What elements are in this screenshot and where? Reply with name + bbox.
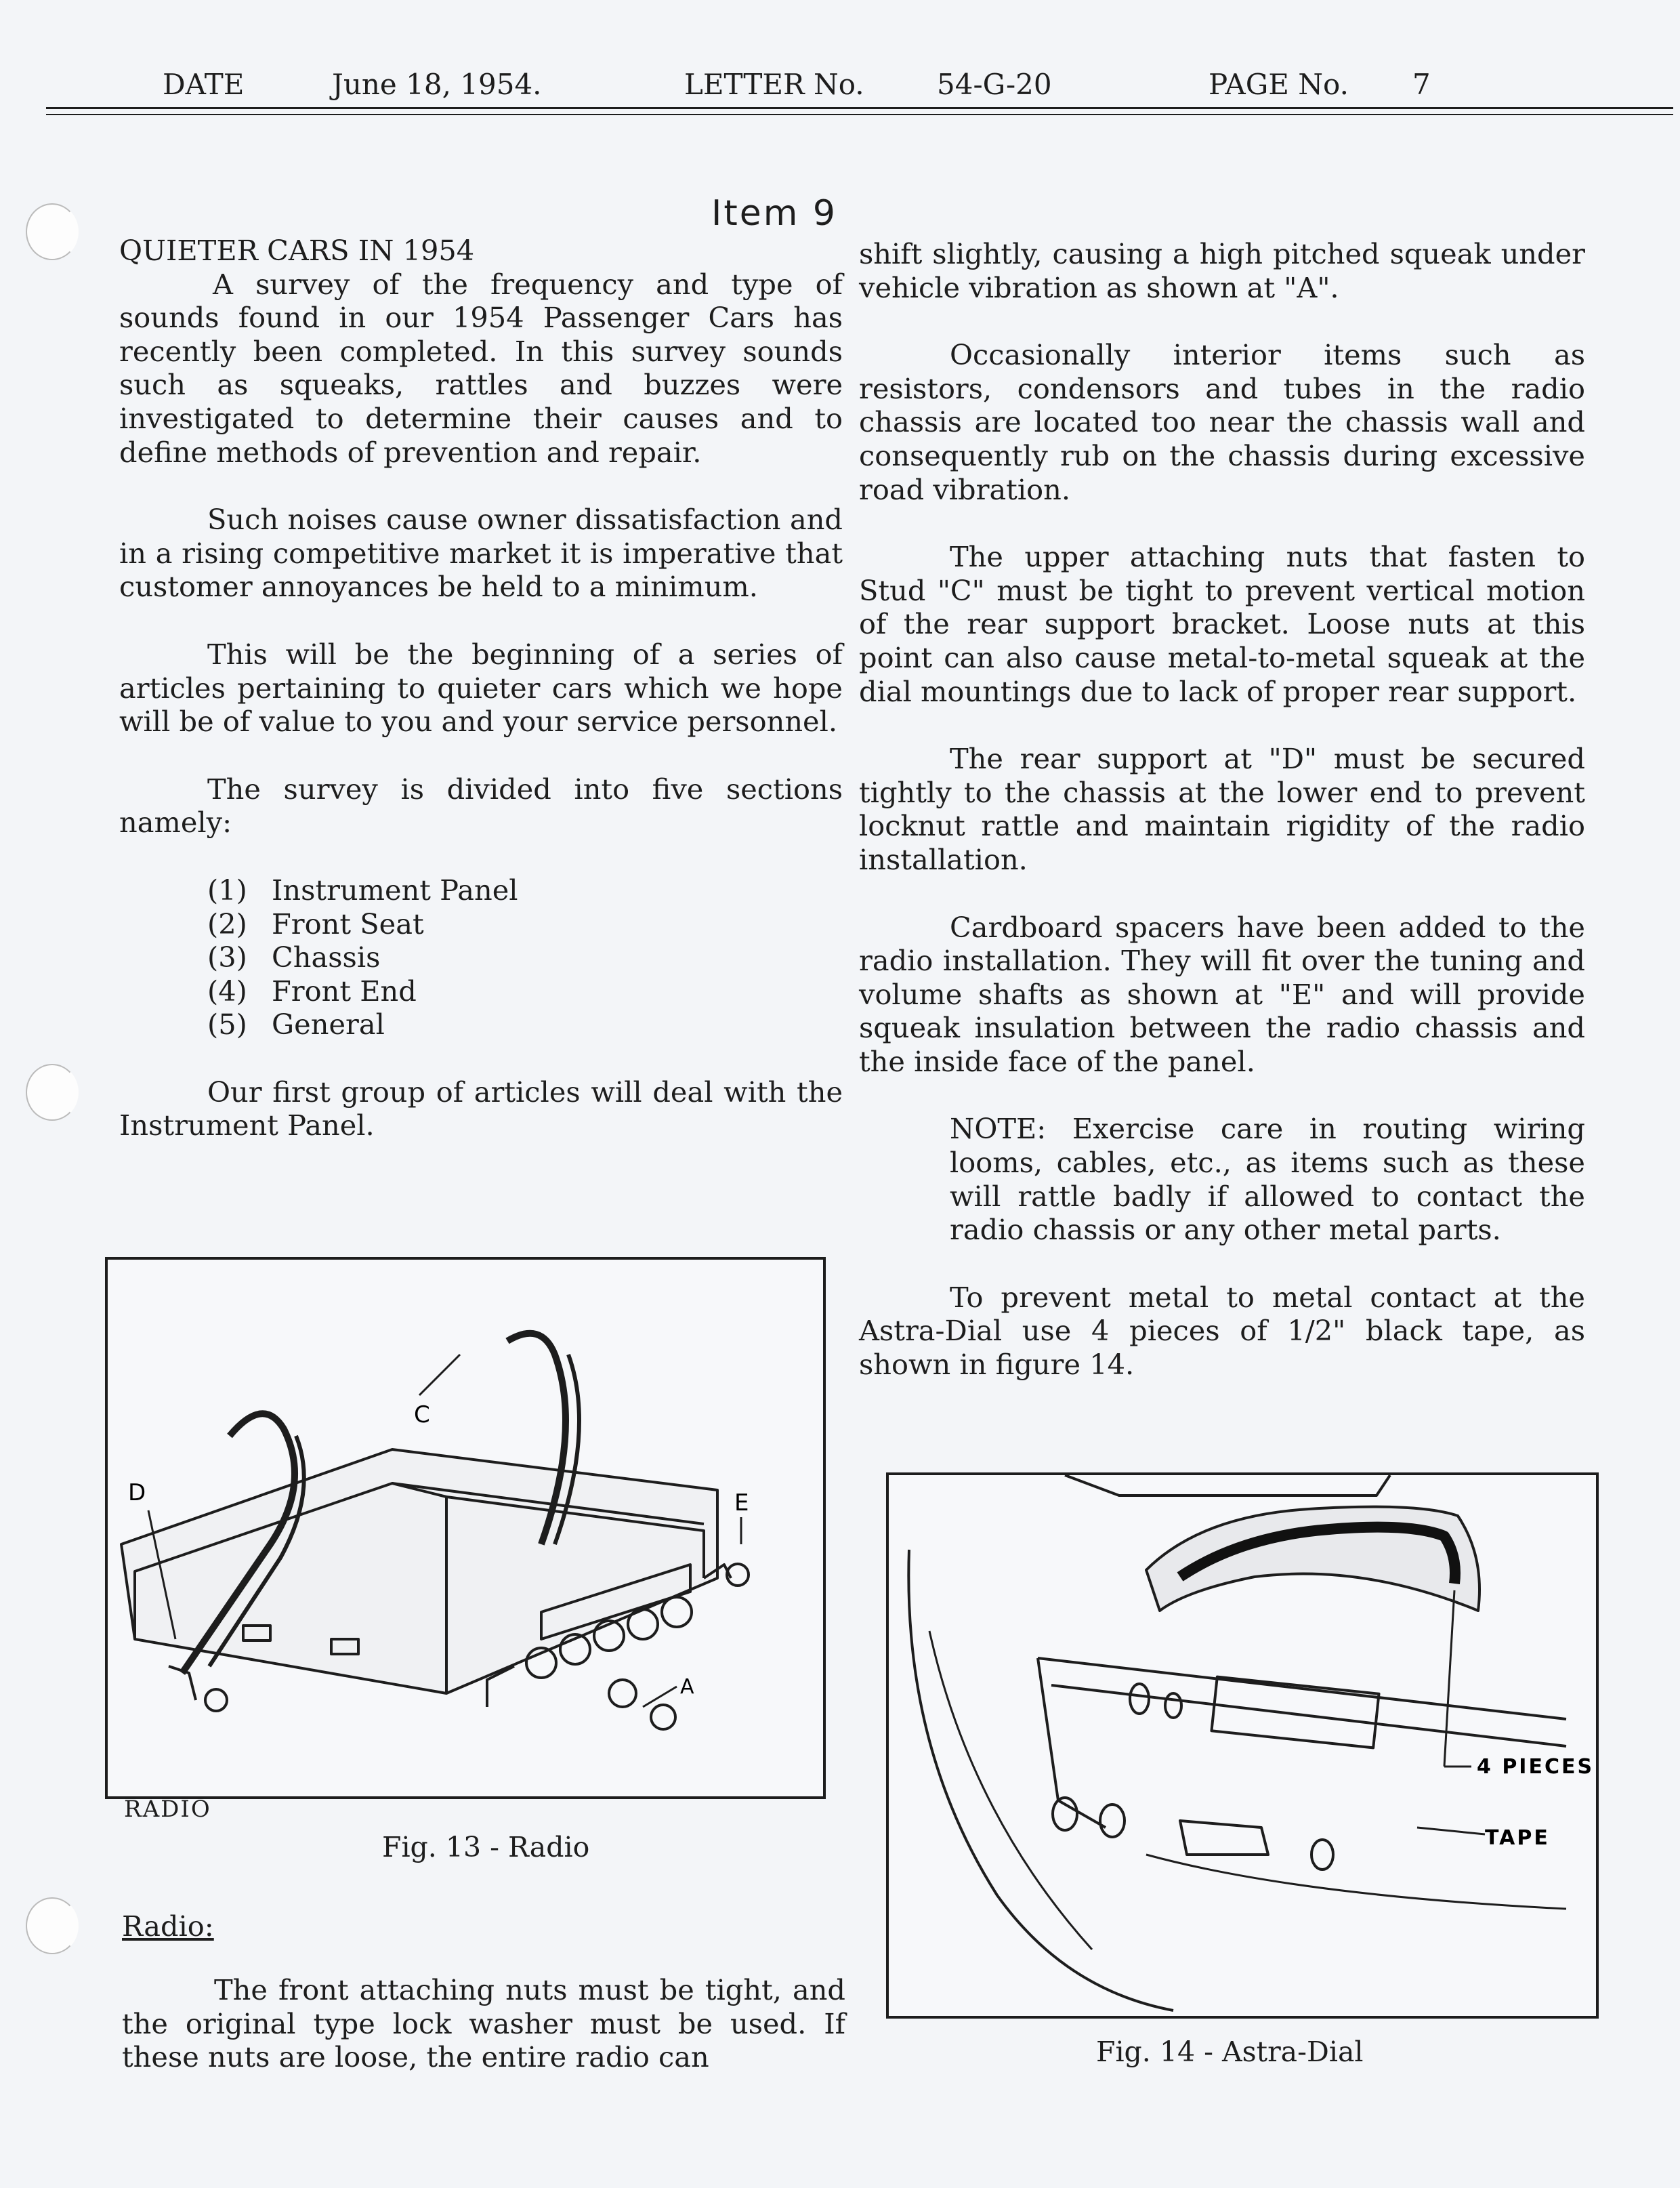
- figure-14-caption: Fig. 14 - Astra-Dial: [1096, 2036, 1364, 2068]
- punch-hole-middle: [26, 1064, 79, 1121]
- date-value: June 18, 1954.: [332, 68, 542, 101]
- punch-hole-top: [26, 203, 79, 260]
- survey-sections-list: [207, 873, 843, 1041]
- figure-13-frame: [105, 1257, 826, 1799]
- radio-illustration: [108, 1260, 823, 1796]
- left-column: [119, 234, 843, 1142]
- list-item: (3) Chassis: [207, 941, 381, 974]
- radio-section: [122, 1973, 845, 2074]
- label-tape: TAPE: [1485, 1826, 1550, 1850]
- header-rule-thin: [46, 114, 1673, 115]
- list-item: (2) Front Seat: [207, 907, 424, 941]
- radio-heading: Radio:: [122, 1910, 214, 1943]
- left-para-5: Our first group of articles will deal with the Instrument Panel.: [119, 1075, 843, 1142]
- right-para-5: Cardboard spacers have been added to the radio installation. They will fit over the tuning and volume shafts as shown at "E" and will provide squeak insulation between the radio chassis and the inside face of the panel.: [859, 910, 1585, 1078]
- article-heading: QUIETER CARS IN 1954: [119, 234, 475, 267]
- left-para-1: A survey of the frequency and type of sounds found in our 1954 Passenger Cars has recently been completed. In this survey sounds such as squeaks, rattles and buzzes were investigated to determine their causes and to define methods of prevention and repair.: [119, 267, 843, 469]
- letter-label: LETTER No.: [684, 68, 864, 101]
- label-c: C: [414, 1401, 430, 1428]
- figure-13-caption: Fig. 13 - Radio: [382, 1831, 590, 1863]
- label-d: D: [128, 1479, 146, 1506]
- right-para-3: The upper attaching nuts that fasten to Stud "C" must be tight to prevent vertical motion of the rear support bracket. Loose nuts at this point can also cause metal-to-metal squeak at the dial mountings due to lack of proper rear support.: [859, 540, 1585, 708]
- label-e: E: [734, 1489, 749, 1516]
- right-column: [859, 237, 1585, 1382]
- radio-para: The front attaching nuts must be tight, and the original type lock washer must be used. If these nuts are loose, the entire radio can: [122, 1973, 845, 2074]
- right-para-2: Occasionally interior items such as resistors, condensors and tubes in the radio chassis are located too near the chassis wall and consequently rub on the chassis during excessive road vibration.: [859, 338, 1585, 506]
- left-para-4: The survey is divided into five sections namely:: [119, 772, 843, 840]
- list-item: (1) Instrument Panel: [207, 873, 518, 907]
- right-para-6: To prevent metal to metal contact at the Astra-Dial use 4 pieces of 1/2" black tape, as shown in figure 14.: [859, 1280, 1585, 1382]
- item-title: Item 9: [711, 193, 837, 234]
- list-item: (4) Front End: [207, 974, 417, 1008]
- list-item: (5) General: [207, 1008, 385, 1041]
- astra-dial-illustration: [889, 1475, 1596, 2016]
- label-a: A: [680, 1675, 694, 1699]
- date-label: DATE: [163, 68, 245, 101]
- punch-hole-bottom: [26, 1897, 79, 1954]
- figure-13-corner-label: RADIO: [124, 1796, 211, 1823]
- left-para-2: Such noises cause owner dissatisfaction and in a rising competitive market it is imperative that customer annoyances be held to a minimum.: [119, 503, 843, 604]
- page-value: 7: [1412, 68, 1431, 101]
- page-label: PAGE No.: [1209, 68, 1349, 101]
- right-para-4: The rear support at "D" must be secured tightly to the chassis at the lower end to prevent locknut rattle and maintain rigidity of the radio installation.: [859, 742, 1585, 876]
- letter-value: 54-G-20: [937, 68, 1052, 101]
- note-para: NOTE: Exercise care in routing wiring looms, cables, etc., as items such as these will rattle badly if allowed to contact the radio chassis or any other metal parts.: [950, 1112, 1585, 1247]
- figure-14-frame: [886, 1472, 1599, 2019]
- left-para-3: This will be the beginning of a series of articles pertaining to quieter cars which we hope will be of value to you and your service personnel.: [119, 637, 843, 739]
- header-rule: [46, 107, 1673, 109]
- right-para-1: shift slightly, causing a high pitched squeak under vehicle vibration as shown at "A".: [859, 237, 1585, 304]
- label-4-pieces: 4 PIECES: [1477, 1755, 1595, 1779]
